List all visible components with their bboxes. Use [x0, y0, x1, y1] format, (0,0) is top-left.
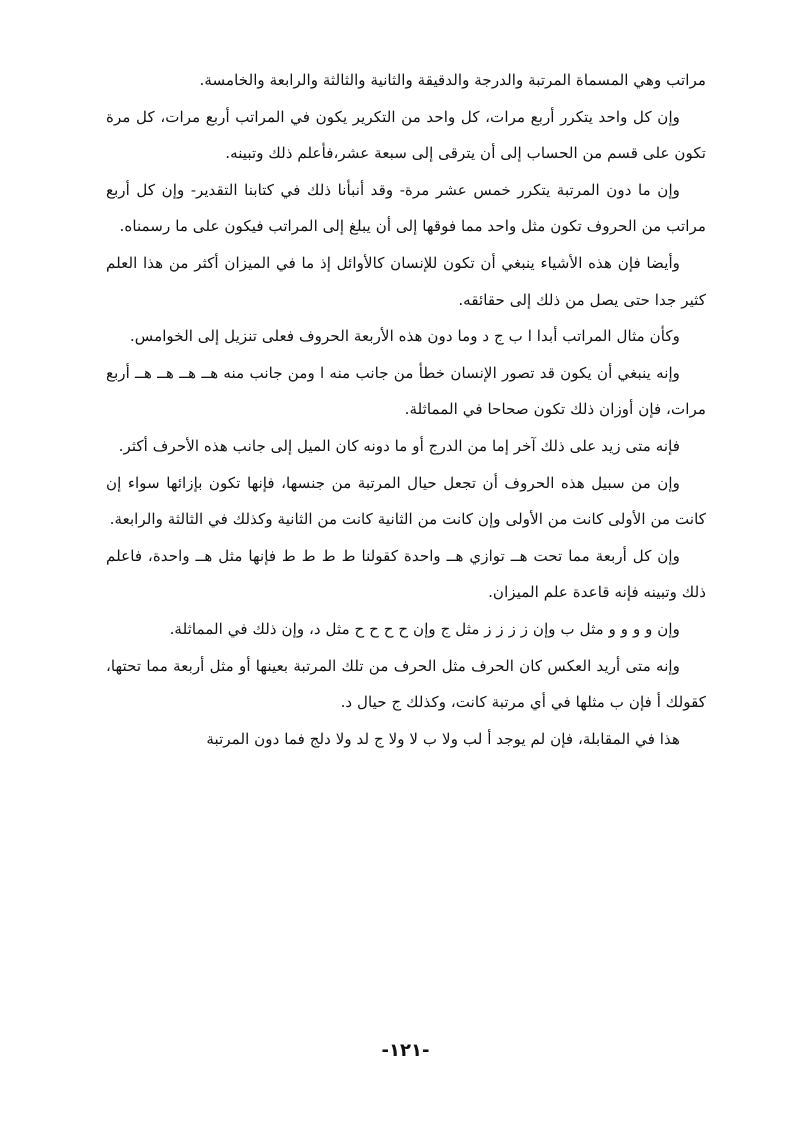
paragraph-9: وإن كل أربعة مما تحت هــ توازي هــ واحدة كقولنا ط ط ط ط فإنها مثل هــ واحدة، فاعلم ذلك وتبينه فإنه قاعدة علم الميزان.: [106, 546, 706, 602]
paragraph-12: هذا في المقابلة، فإن لم يوجد أ لب ولا ب لا ولا ج لد ولا دلج فما دون المرتبة: [206, 729, 680, 748]
paragraph-8: وإن من سبيل هذه الحروف أن تجعل حيال المرتبة من جنسها، فإنها تكون بإزائها سواء إن كانت من الأولى كانت من الأولى وإن كانت من الثانية كانت من الثانية وكذلك في الثالثة والرابعة.: [106, 473, 706, 529]
paragraph-1: مراتب وهي المسماة المرتبة والدرجة والدقيقة والثانية والثالثة والرابعة والخامسة.: [199, 71, 706, 89]
paragraph-3: وإن ما دون المرتبة يتكرر خمس عشر مرة- وقد أنبأنا ذلك في كتابنا التقدير- وإن كل أربع مراتب من الحروف تكون مثل واحد مما فوقها إلى أن يبلغ إلى المراتب فيكون على ما رسمناه.: [106, 180, 706, 236]
paragraph-4: وأيضا فإن هذه الأشياء ينبغي أن تكون للإنسان كالأوائل إذ ما في الميزان أكثر من هذا العلم كثير جدا حتى يصل من ذلك إلى حقائقه.: [106, 253, 706, 309]
paragraph-2: وإن كل واحد يتكرر أربع مرات، كل واحد من التكرير يكون في المراتب أربع مرات، كل مرة تكون على قسم من الحساب إلى أن يترقى إلى سبعة عشر،فأعلم ذلك وتبينه.: [106, 107, 706, 163]
paragraph-10: وإن و و و و مثل ب وإن ز ز ز ز مثل ج وإن ح ح ح ح مثل د، وإن ذلك في المماثلة.: [169, 619, 680, 638]
paragraph-7: فإنه متى زيد على ذلك آخر إما من الدرج أو ما دونه كان الميل إلى جانب هذه الأحرف أكثر.: [118, 436, 680, 455]
body-text: [106, 62, 706, 757]
paragraph-11: وإنه متى أريد العكس كان الحرف مثل الحرف من تلك المرتبة بعينها أو مثل أربعة مما تحتها، كقولك أ فإن ب مثلها في أي مرتبة كانت، وكذلك ج حيال د.: [106, 656, 706, 712]
paragraph-5: وكأن مثال المراتب أبدا ا ب ج د وما دون هذه الأربعة الحروف فعلى تنزيل إلى الخوامس.: [129, 327, 680, 346]
page-number: -١٢١-: [381, 1040, 430, 1061]
paragraph-6: وإنه ينبغي أن يكون قد تصور الإنسان خطأ من جانب منه ا ومن جانب منه هــ هــ هــ هــ أربع مرات، فإن أوزان ذلك تكون صحاحا في المماثلة.: [106, 363, 706, 419]
